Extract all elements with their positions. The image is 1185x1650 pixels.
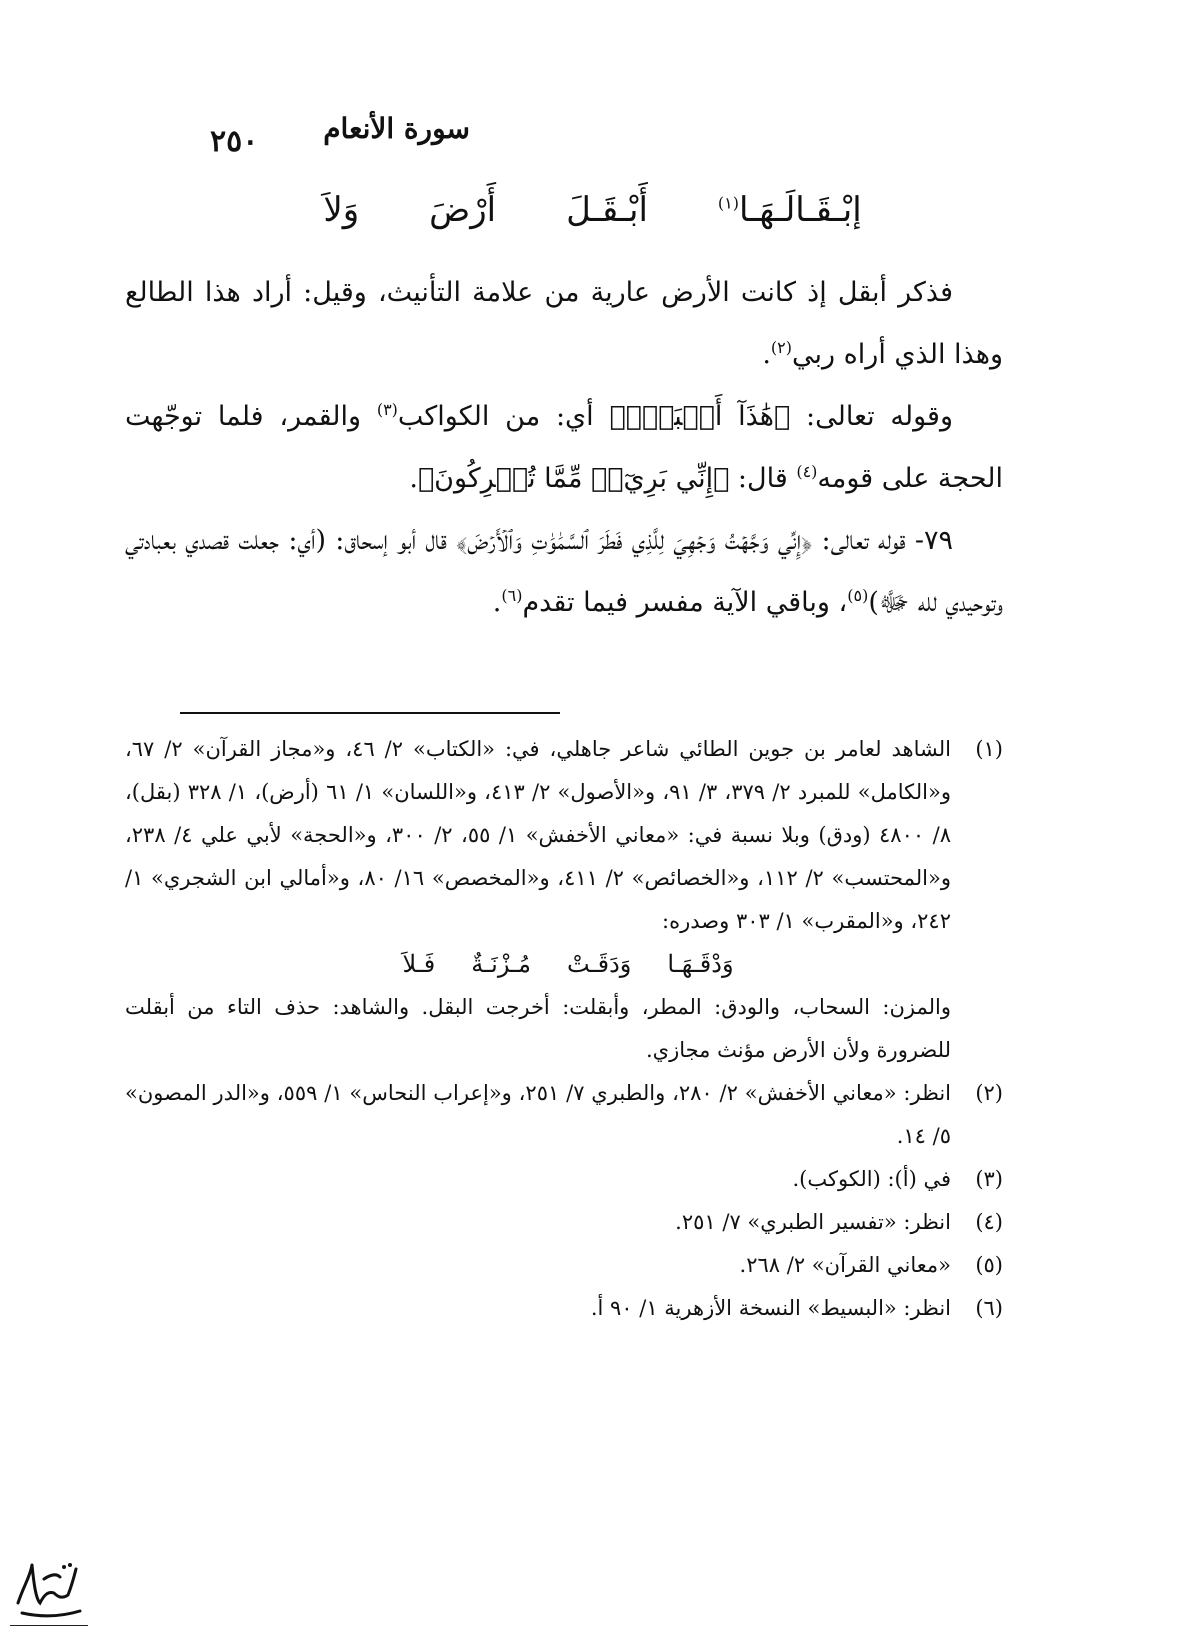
footnotes — [125, 728, 1003, 1330]
footnote-2 — [125, 1072, 1003, 1158]
paragraph-3: ٧٩- قوله تعالى: ﴿إِنِّي وَجَّهۡتُ وَجۡهِيَ لِلَّذِي فَطَرَ ٱلسَّمَٰوَٰتِ وَٱلۡأَرۡضَ﴾ قال أبو إسحاق: (أي: جعلت قصدي بعبادتي وتوحيدي لله ﷻ)$^{(٥)}$، وباقي الآية مفسر فيما تقدم$^{(٦)}$. — [125, 525, 1003, 618]
poem-word: فَـلاَ — [402, 950, 436, 978]
footnote-separator — [180, 712, 560, 714]
footnote-text: انظر: «البسيط» النسخة الأزهرية ١/ ٩٠ أ. — [590, 1296, 951, 1320]
poem-word: وَدْقَـهَـا — [667, 950, 734, 978]
footnote-text: في (أ): (الكوكب). — [792, 1167, 951, 1191]
footnote-text: انظر: «معاني الأخفش» ٢/ ٢٨٠، والطبري ٧/ ٢٥١، و«إعراب النحاس» ١/ ٥٥٩، و«الدر المصون» ٥/ ١٤. — [125, 1081, 951, 1148]
footnote-number: (٥) — [975, 1253, 1003, 1277]
footnote-5 — [125, 1244, 1003, 1287]
footnote-ref[interactable]: (٣) — [376, 400, 398, 419]
footnote-number: (٦) — [975, 1296, 1003, 1320]
footnote-text: والمزن: السحاب، والودق: المطر، وأبقلت: أخرجت البقل. والشاهد: حذف التاء من أبقلت للضرورة ولأن الأرض مؤنث مجازي. — [125, 995, 951, 1062]
poem-line — [150, 190, 1035, 230]
footnote-3 — [125, 1158, 1003, 1201]
poem-word: وَدَقَـتْ — [567, 950, 632, 978]
footnote-ref[interactable]: (٢) — [770, 338, 793, 357]
footnote-number: (١) — [975, 737, 1003, 761]
poem-word: مُـزْنَـةٌ — [471, 950, 531, 978]
footnote-ref[interactable]: (١) — [717, 193, 739, 213]
footnote-text: «معاني القرآن» ٢/ ٢٦٨. — [739, 1253, 951, 1277]
main-text — [125, 262, 1003, 634]
footnote-4 — [125, 1201, 1003, 1244]
footnote-poem — [125, 943, 951, 986]
footnote-number: (٤) — [975, 1210, 1003, 1234]
surah-title: سورة الأنعام — [323, 112, 470, 145]
poem-word: إبْـقَـالَـهَـا$^{(١)}$ — [717, 190, 862, 230]
page-number: ٢٥٠ — [210, 124, 259, 159]
paragraph-1: فذكر أبقل إذ كانت الأرض عارية من علامة التأنيث، وقيل: أراد هذا الطالع وهذا الذي أراه ربي$^{(٢)}$. — [125, 277, 1003, 370]
publisher-logo — [10, 1555, 88, 1626]
paragraph-2: وقوله تعالى: ﴿هَٰذَآ أَكۡبَرُۖ﴾ أي: من الكواكب$^{(٣)}$ والقمر، فلما توجّهت الحجة على قومه$^{(٤)}$ قال: ﴿إِنِّي بَرِيٓءٞ مِّمَّا تُشۡرِكُونَ﴾. — [125, 400, 1003, 494]
poem-word: أَرْضَ — [429, 190, 497, 230]
calligraphy-logo-icon — [10, 1555, 88, 1625]
footnote-1 — [125, 728, 1003, 1072]
poem-word: أَبْـقَـلَ — [566, 190, 648, 230]
page-header — [210, 112, 1060, 162]
footnote-number: (٣) — [975, 1167, 1003, 1191]
footnote-ref[interactable]: (٦) — [501, 586, 523, 605]
poem-word: وَلاَ — [323, 190, 360, 230]
footnote-text: انظر: «تفسير الطبري» ٧/ ٢٥١. — [675, 1210, 951, 1234]
footnote-6 — [125, 1287, 1003, 1330]
footnote-ref[interactable]: (٥) — [847, 586, 869, 605]
footnote-text: الشاهد لعامر بن جوين الطائي شاعر جاهلي، في: «الكتاب» ٢/ ٤٦، و«مجاز القرآن» ٢/ ٦٧، و«الكامل» للمبرد ٢/ ٣٧٩، ٣/ ٩١، و«الأصول» ٢/ ٤١٣، و«اللسان» ١/ ٦١ (أرض)، ١/ ٣٢٨ (بقل)، ٨/ ٤٨٠٠ (ودق) وبلا نسبة في: «معاني الأخفش» ١/ ٥٥، ٢/ ٣٠٠، و«الحجة» لأبي علي ٤/ ٢٣٨، و«المحتسب» ٢/ ١١٢، و«الخصائص» ٢/ ٤١١، و«المخصص» ١٦/ ٨٠، و«أمالي ابن الشجري» ١/ ٢٤٢، و«المقرب» ١/ ٣٠٣ وصدره: — [125, 737, 951, 933]
footnote-ref[interactable]: (٤) — [796, 462, 818, 481]
footnote-number: (٢) — [975, 1081, 1003, 1105]
